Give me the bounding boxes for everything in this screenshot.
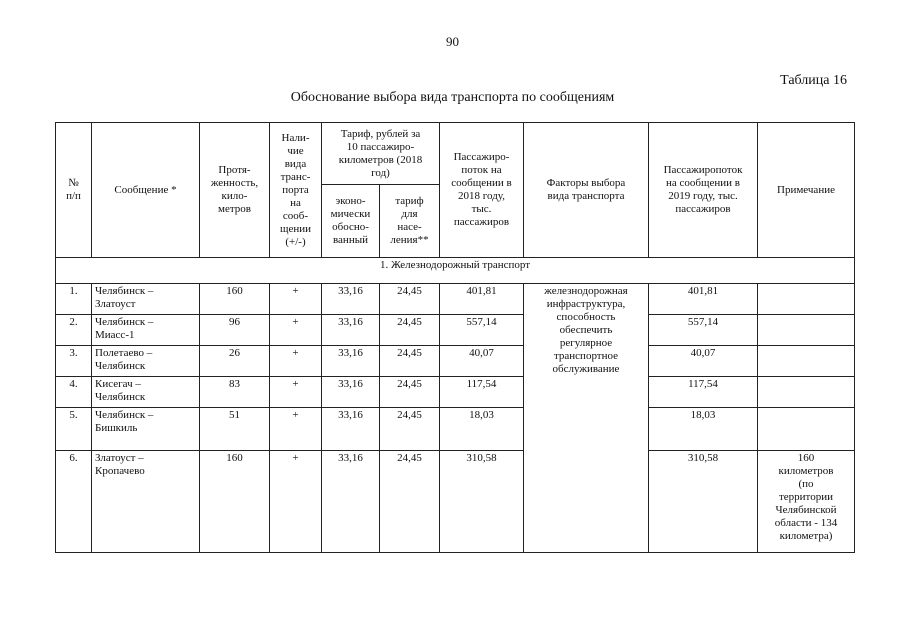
row-length: 51 (200, 408, 270, 451)
row-flow-2018: 40,07 (440, 346, 524, 377)
row-note: 160 километров (по территории Челябинской области - 134 километра) (758, 451, 855, 553)
row-tariff-pop: 24,45 (380, 408, 440, 451)
row-tariff-econ: 33,16 (322, 315, 380, 346)
row-flow-2019: 557,14 (649, 315, 758, 346)
row-availability: + (270, 315, 322, 346)
document-title: Обоснование выбора вида транспорта по сообщениям (290, 90, 615, 105)
row-num: 5. (56, 408, 92, 451)
header-route: Сообщение * (92, 123, 200, 258)
table-row (56, 284, 855, 315)
row-flow-2018: 117,54 (440, 377, 524, 408)
table-number: Таблица 16 (780, 73, 847, 88)
row-availability: + (270, 408, 322, 451)
row-tariff-pop: 24,45 (380, 451, 440, 553)
row-route: Челябинск – Златоуст (92, 284, 200, 315)
row-tariff-pop: 24,45 (380, 284, 440, 315)
row-factors: железнодорожная инфраструктура, способность обеспечить регулярное транспортное обслуживание (524, 284, 649, 451)
row-note (758, 346, 855, 377)
header-flow-2019: Пассажиропоток на сообщении в 2019 году, тыс. пассажиров (649, 123, 758, 258)
row-length: 160 (200, 451, 270, 553)
row-length: 160 (200, 284, 270, 315)
row-note (758, 377, 855, 408)
row-flow-2018: 401,81 (440, 284, 524, 315)
row-num: 6. (56, 451, 92, 553)
row-tariff-pop: 24,45 (380, 377, 440, 408)
table-row (56, 346, 855, 377)
row-length: 96 (200, 315, 270, 346)
row-flow-2019: 117,54 (649, 377, 758, 408)
row-num: 2. (56, 315, 92, 346)
row-tariff-econ: 33,16 (322, 451, 380, 553)
row-note (758, 284, 855, 315)
row-num: 4. (56, 377, 92, 408)
row-tariff-pop: 24,45 (380, 346, 440, 377)
table-row (56, 377, 855, 408)
row-num: 1. (56, 284, 92, 315)
header-flow-2018: Пассажиро- поток на сообщении в 2018 году, тыс. пассажиров (440, 123, 524, 258)
row-flow-2018: 557,14 (440, 315, 524, 346)
header-factors: Факторы выбора вида транспорта (524, 123, 649, 258)
row-flow-2018: 18,03 (440, 408, 524, 451)
row-factors (524, 451, 649, 553)
header-tariff-econ: эконо- мически обосно- ванный (322, 185, 380, 258)
row-route: Челябинск – Миасс-1 (92, 315, 200, 346)
row-availability: + (270, 346, 322, 377)
row-tariff-econ: 33,16 (322, 346, 380, 377)
row-length: 26 (200, 346, 270, 377)
section-title: 1. Железнодорожный транспорт (56, 258, 855, 284)
row-tariff-econ: 33,16 (322, 408, 380, 451)
row-tariff-econ: 33,16 (322, 377, 380, 408)
row-flow-2019: 18,03 (649, 408, 758, 451)
row-length: 83 (200, 377, 270, 408)
row-route: Златоуст – Кропачево (92, 451, 200, 553)
row-flow-2018: 310,58 (440, 451, 524, 553)
row-availability: + (270, 377, 322, 408)
row-route: Челябинск – Бишкиль (92, 408, 200, 451)
table-row (56, 408, 855, 451)
row-note (758, 315, 855, 346)
header-tariff-pop: тариф для насе- ления** (380, 185, 440, 258)
row-note (758, 408, 855, 451)
table-row (56, 315, 855, 346)
row-tariff-econ: 33,16 (322, 284, 380, 315)
header-tariff-group: Тариф, рублей за 10 пассажиро- километров (2018 год) (322, 123, 440, 185)
row-tariff-pop: 24,45 (380, 315, 440, 346)
transport-table (55, 122, 855, 553)
row-availability: + (270, 451, 322, 553)
row-num: 3. (56, 346, 92, 377)
row-route: Полетаево – Челябинск (92, 346, 200, 377)
header-num: № п/п (56, 123, 92, 258)
row-availability: + (270, 284, 322, 315)
row-flow-2019: 40,07 (649, 346, 758, 377)
header-note: Примечание (758, 123, 855, 258)
row-flow-2019: 310,58 (649, 451, 758, 553)
table-row (56, 451, 855, 553)
row-route: Кисегач – Челябинск (92, 377, 200, 408)
row-flow-2019: 401,81 (649, 284, 758, 315)
header-availability: Нали- чие вида транс- порта на сооб- щении (+/-) (270, 123, 322, 258)
page-number: 90 (446, 34, 459, 49)
header-length: Протя- женность, кило- метров (200, 123, 270, 258)
